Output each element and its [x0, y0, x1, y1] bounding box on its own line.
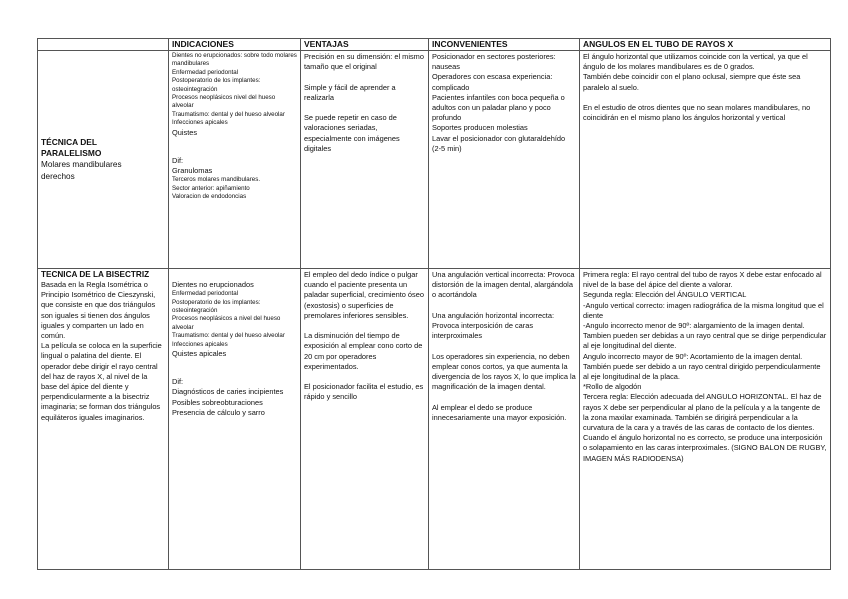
dif-granulomas: Granulomas	[172, 166, 213, 176]
header-inconvenientes: INCONVENIENTES	[429, 39, 580, 51]
angulos-text: Primera regla: El rayo central del tubo de rayos X debe estar enfocado al nivel de la base del ápice del diente a valorar. Segunda regla: Elección del ÁNGULO VERTICAL -Angulo vertical correcto: imagen radiográfica de la misma longitud que el diente -Angulo incorrecto menor de 90º: alargamiento de la imagen dental. Tambien pueden ser debidas a un rayo central que se dirige perpendicular al eje longitudinal del diente. Angulo incorrecto mayor de 90º: Acortamiento de la imagen dental. También puede ser debido a un rayo central dirigido perpendicularmente al eje longitudinal de la placa. *Rollo de algodón Tercera regla: Elección adecuada del ANGULO HORIZONTAL. El haz de rayos X debe ser perpendicular al plano de la película y a la tangente de la zona maxilar examinada. También se dirigirá perpendicular a la curvatura de la cara y a través de las caras de contacto de los dientes. Cuando el ángulo horizontal no es correcto, se produce una interposición o solapamiento en las caras interproximales. (SIGNO BALON DE RUGBY, IMAGEN MÁS RADIODENSA)	[583, 270, 827, 463]
dif-list: Terceros molares mandibulares. Sector anterior: apiñamiento Valoracion de endodoncias	[172, 176, 261, 201]
ventajas-text: El empleo del dedo índice o pulgar cuando el paciente presenta un paladar superficial, crecimiento óseo (exostosis) o superficies de premolares inferiores sensibles. La disminución del tiempo de exposición al emplear cono corto de 20 cm por operadores experimentados. El posicionador facilita el estudio, es rápido y sencillo	[304, 270, 424, 402]
technique-title: TECNICA DE LA BISECTRIZ	[41, 270, 150, 279]
technique-subtitle: Molares mandibulares derechos	[41, 160, 122, 181]
dif-list: Diagnósticos de caries incipientes Posibles sobreobturaciones Presencia de cálculo y sarro	[172, 387, 284, 417]
inconvenientes-cell	[429, 269, 580, 570]
header-indicaciones: INDICACIONES	[169, 39, 301, 51]
dif-label: Dif:	[172, 377, 184, 387]
row-bisectriz	[38, 269, 831, 570]
indicaciones-quistes: Quistes	[172, 127, 198, 137]
technique-cell	[38, 51, 169, 269]
ventajas-cell	[301, 269, 429, 570]
technique-cell	[38, 269, 169, 570]
angulos-cell	[580, 51, 831, 269]
header-row	[38, 39, 831, 51]
header-cell-empty	[38, 39, 169, 51]
dif-label: Dif:	[172, 155, 184, 165]
technique-description: Basada en la Regla Isométrica o Principio Isométrico de Cieszynski, que consiste en que dos triángulos son iguales si tienen dos ángulos iguales y comparten un lado en común. La película se coloca en la superficie lingual o palatina del diente. El operador debe dirigir el rayo central del haz de rayos X, al nivel de la base del ápice del diente y perpendicularmente a la bisectriz imaginaria; se forman dos triángulos equiláteros iguales imaginarios.	[41, 280, 162, 422]
indicaciones-cell	[169, 269, 301, 570]
indicaciones-first: Dientes no erupcionados	[172, 280, 254, 289]
comparison-table	[37, 38, 831, 570]
row-paralelismo	[38, 51, 831, 269]
angulos-cell	[580, 269, 831, 570]
technique-title: TÉCNICA DEL PARALELISMO	[41, 137, 102, 159]
inconvenientes-text: Una angulación vertical incorrecta: Provoca distorsión de la imagen dental, alargándola o acortándola Una angulación horizontal incorrecta: Provoca interposición de caras interproximales Los operadores sin experiencia, no deben emplear conos cortos, ya que aumenta la divergencia de los rayos X, lo que implica la magnificación de la imagen dental. Al emplear el dedo se produce innecesariamente una mayor exposición.	[432, 270, 576, 422]
inconvenientes-text: Posicionador en sectores posteriores: nauseas Operadores con escasa experiencia: complicado Pacientes infantiles con boca pequeña o adultos con un paladar plano y poco profundo Soportes producen molestias Lavar el posicionador con glutaraldehído (2-5 min)	[432, 52, 566, 153]
inconvenientes-cell	[429, 51, 580, 269]
indicaciones-list: Enfermedad periodontal Postoperatorio de los implantes: osteointegración Procesos neoplásicos a nivel del hueso alveolar Traumatismo: dental y del hueso alveolar Infecciones apicales	[172, 290, 285, 348]
indicaciones-quistes: Quistes apicales	[172, 349, 227, 359]
header-ventajas: VENTAJAS	[301, 39, 429, 51]
angulos-text: El ángulo horizontal que utilizamos coincide con la vertical, ya que el ángulo de los molares mandibulares es de 0 grados. También debe coincidir con el plano oclusal, siempre que éste sea paralelo al suelo. En el estudio de otros dientes que no sean molares mandibulares, no coincidirán en el mismo plano los ángulos horizontal y vertical	[583, 52, 811, 123]
indicaciones-list: Dientes no erupcionados: sobre todo molares mandibulares Enfermedad periodontal Postoperatorio de los implantes: osteointegración Procesos neoplásicos nivel del hueso alveolar Traumatismo: dental y del hueso alveolar Infecciones apicales	[172, 52, 297, 127]
indicaciones-cell	[169, 51, 301, 269]
ventajas-cell	[301, 51, 429, 269]
ventajas-text: Precisión en su dimensión: el mismo tamaño que el original Simple y fácil de aprender a realizarla Se puede repetir en caso de valoraciones seriadas, especialmente con imágenes digitales	[304, 52, 424, 153]
header-angulos: ANGULOS EN EL TUBO DE RAYOS X	[580, 39, 831, 51]
